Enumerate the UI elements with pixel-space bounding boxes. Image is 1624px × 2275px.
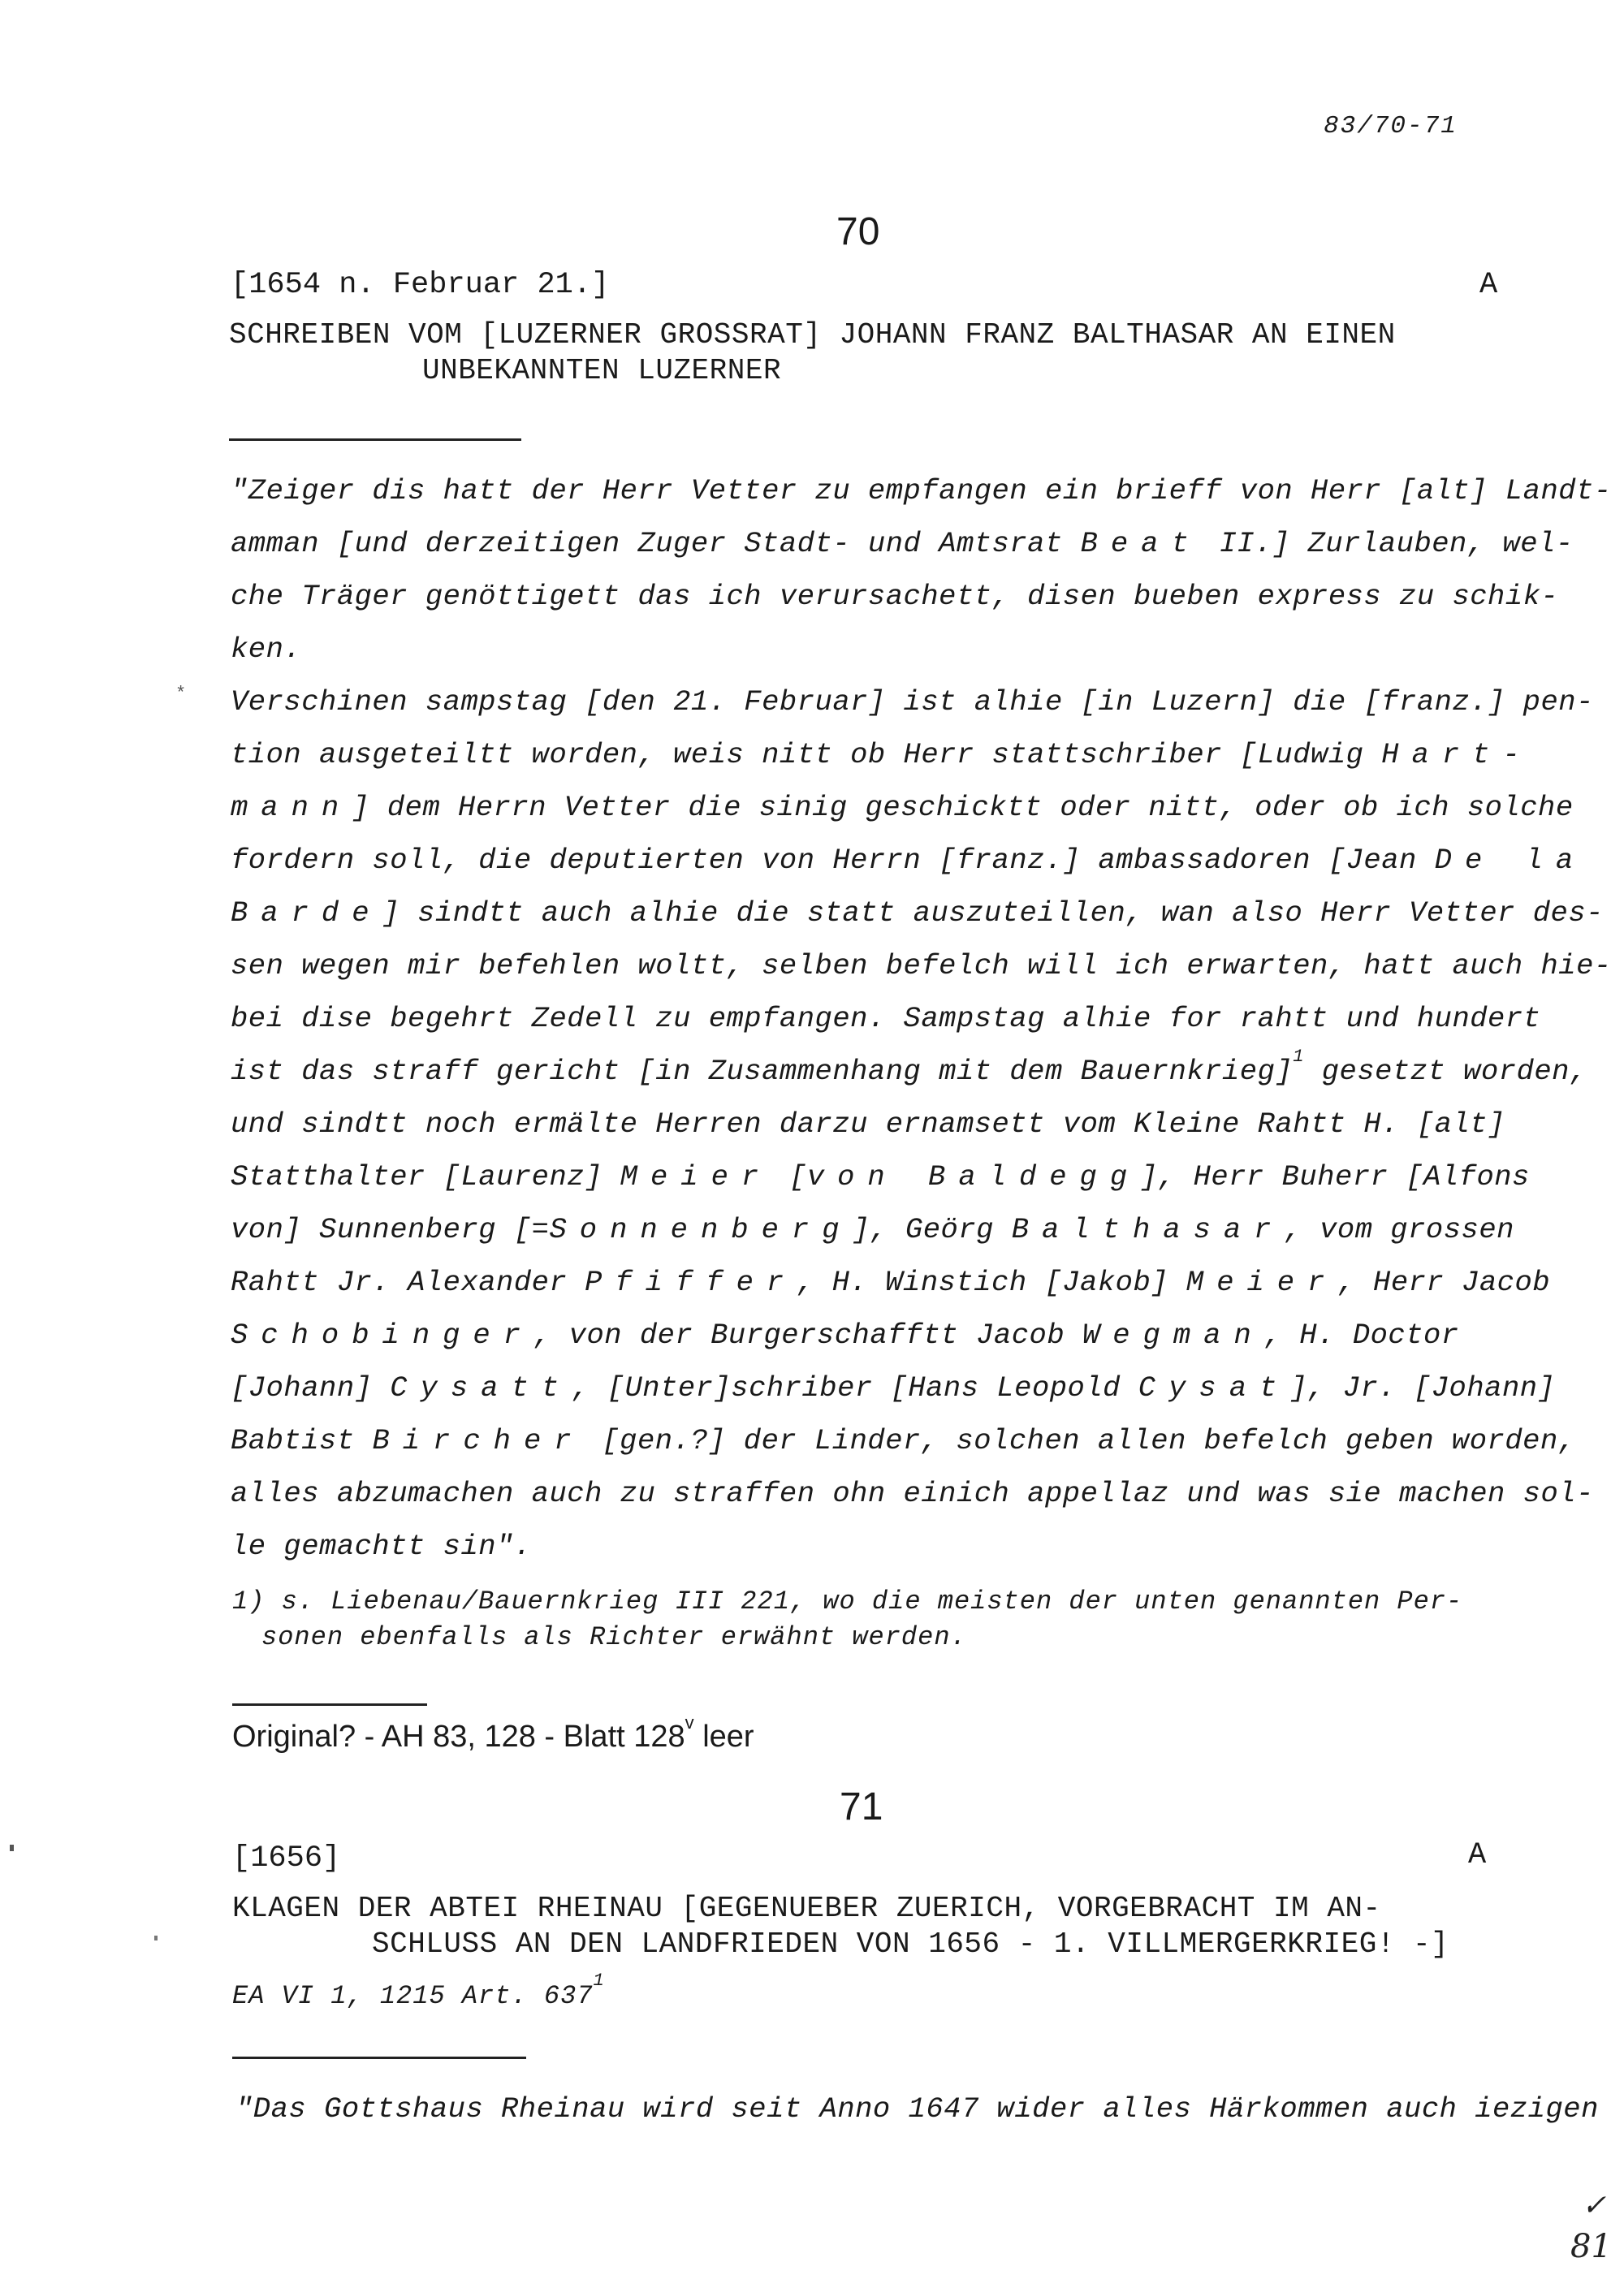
text-line: le gemachtt sin". xyxy=(231,1530,532,1563)
check-mark-icon: ✓ xyxy=(1582,2189,1607,2222)
spaced-name: mann xyxy=(231,791,352,824)
footnote-marker: 1 xyxy=(593,1971,605,1991)
handwritten-page-number: 81 xyxy=(1570,2228,1612,2265)
section-divider xyxy=(232,2057,526,2059)
text-line: Verschinen sampstag [den 21. Februar] ist alhie [in Luzern] die [franz.] pen- xyxy=(231,685,1594,719)
spaced-name: Meier xyxy=(1186,1266,1338,1299)
spaced-name: Barde xyxy=(231,896,382,930)
page-reference: 83/70-71 xyxy=(1324,112,1458,140)
spaced-name: De la xyxy=(1434,844,1587,877)
spaced-name: Hart- xyxy=(1381,738,1533,771)
document-heading-line: KLAGEN DER ABTEI RHEINAU [GEGENUEBER ZUERICH, VORGEBRACHT IM AN- xyxy=(232,1892,1381,1925)
text-line: Babtist Bircher [gen.?] der Linder, solchen allen befelch geben worden, xyxy=(231,1424,1576,1457)
footnote: sonen ebenfalls als Richter erwähnt werden. xyxy=(261,1622,967,1652)
document-category-badge: A xyxy=(1468,1838,1487,1872)
text-line: Barde] sindtt auch alhie die statt auszuteillen, wan also Herr Vetter des- xyxy=(231,896,1604,930)
text-line: [Johann] Cysatt, [Unter]schriber [Hans Leopold Cysat], Jr. [Johann] xyxy=(231,1371,1556,1405)
footnote: 1) s. Liebenau/Bauernkrieg III 221, wo die meisten der unten genannten Per- xyxy=(232,1586,1463,1617)
margin-dot xyxy=(10,1845,14,1851)
spaced-name: Wegman xyxy=(1082,1319,1264,1352)
spaced-name: Cysatt xyxy=(390,1371,572,1405)
text-line: ken. xyxy=(231,632,302,666)
source-reference: Original? - AH 83, 128 - Blatt 128$^v$ leer xyxy=(232,1712,754,1754)
spaced-name: Pfiffer xyxy=(585,1266,797,1299)
margin-dot xyxy=(154,1936,158,1940)
text-line: alles abzumachen auch zu straffen ohn einich appellaz und was sie machen sol- xyxy=(231,1477,1594,1510)
section-divider xyxy=(232,1703,427,1706)
document-heading-line: UNBEKANNTEN LUZERNER xyxy=(422,354,782,387)
text-line: mann] dem Herrn Vetter die sinig geschicktt oder nitt, oder ob ich solche xyxy=(231,791,1574,824)
spaced-name: Bircher xyxy=(372,1424,585,1457)
spaced-name: Schobinger xyxy=(231,1319,534,1352)
text-line: von] Sunnenberg [=Sonnenberg], Geörg Balthasar, vom grossen xyxy=(231,1213,1514,1246)
spaced-name: Meier xyxy=(620,1160,772,1194)
text-line: "Zeiger dis hatt der Herr Vetter zu empfangen ein brieff von Herr [alt] Landt- xyxy=(231,474,1612,507)
verso-marker: v xyxy=(685,1712,694,1733)
spaced-name: Sonnenberg xyxy=(549,1213,853,1246)
document-heading-line: SCHLUSS AN DEN LANDFRIEDEN VON 1656 - 1. VILLMERGERKRIEG! -] xyxy=(372,1927,1449,1961)
margin-mark: * xyxy=(175,684,187,704)
text-line: und sindtt noch ermälte Herren darzu ernamsett vom Kleine Rahtt H. [alt] xyxy=(231,1107,1505,1141)
text-line: ist das straff gericht [in Zusammenhang mit dem Bauernkrieg]$^1$ gesetzt worden, xyxy=(231,1047,1587,1088)
edition-reference: EA VI 1, 1215 Art. $637^1$ xyxy=(232,1971,605,2011)
text-line: Schobinger, von der Burgerschafftt Jacob Wegman, H. Doctor xyxy=(231,1319,1459,1352)
text-line: Statthalter [Laurenz] Meier [von Baldegg], Herr Buherr [Alfons xyxy=(231,1160,1530,1194)
text-line: tion ausgeteiltt worden, weis nitt ob Herr stattschriber [Ludwig Hart- xyxy=(231,738,1533,771)
document-heading-line: SCHREIBEN VOM [LUZERNER GROSSRAT] JOHANN FRANZ BALTHASAR AN EINEN xyxy=(229,318,1396,352)
footnote-marker: 1 xyxy=(1293,1047,1304,1067)
document-number: 71 xyxy=(840,1785,883,1828)
section-divider xyxy=(229,438,521,441)
spaced-name: Balthasar xyxy=(1011,1213,1285,1246)
text-line: amman [und derzeitigen Zuger Stadt- und Amtsrat Beat II.] Zurlauben, wel- xyxy=(231,527,1574,560)
spaced-name: Cysat xyxy=(1138,1371,1290,1405)
document-number: 70 xyxy=(836,210,880,253)
spaced-name: Beat xyxy=(1080,527,1202,560)
text-line: sen wegen mir befehlen woltt, selben befelch will ich erwarten, hatt auch hie- xyxy=(231,949,1612,982)
text-line: che Träger genöttigett das ich verursachett, disen bueben express zu schik- xyxy=(231,580,1559,613)
text-line: "Das Gottshaus Rheinau wird seit Anno 1647 wider alles Härkommen auch iezigen xyxy=(235,2092,1599,2126)
spaced-name: von Baldegg xyxy=(806,1160,1141,1194)
document-date: [1654 n. Februar 21.] xyxy=(231,268,610,302)
text-line: Rahtt Jr. Alexander Pfiffer, H. Winstich [Jakob] Meier, Herr Jacob xyxy=(231,1266,1551,1299)
text-line: bei dise begehrt Zedell zu empfangen. Sampstag alhie for rahtt und hundert xyxy=(231,1002,1541,1035)
document-date: [1656] xyxy=(232,1841,341,1876)
document-category-badge: A xyxy=(1479,268,1498,302)
text-line: fordern soll, die deputierten von Herrn [franz.] ambassadoren [Jean De la xyxy=(231,844,1587,877)
